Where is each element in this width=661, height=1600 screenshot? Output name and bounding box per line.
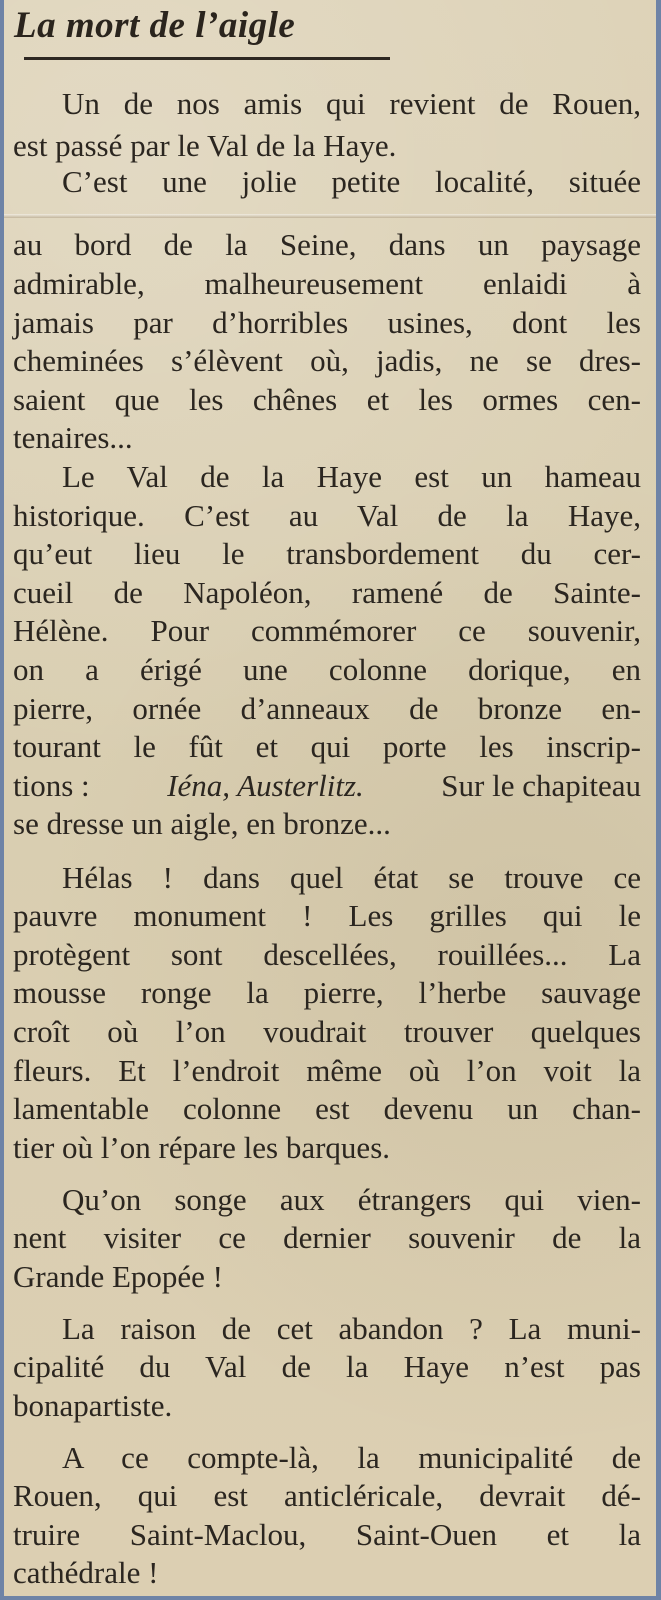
text-line: jamais par d’horribles usines, dont les [13,305,641,340]
text-line: C’est une jolie petite localité, située [62,164,641,199]
text-line: Grande Epopée ! [13,1259,224,1294]
text-line: bonapartiste. [13,1388,173,1423]
text-line: lamentable colonne est devenu un chan- [13,1091,641,1126]
text-line: cipalité du Val de la Haye n’est pas [13,1349,641,1384]
text-line-mixed [13,767,641,805]
text-line: qu’eut lieu le transbordement du cer- [13,536,641,571]
text-line: Hélène. Pour commémorer ce souvenir, [13,613,641,648]
title-underline [24,57,390,60]
text-line: cheminées s’élèvent où, jadis, ne se dres- [13,343,641,378]
text-line: tier où l’on répare les barques. [13,1130,391,1165]
text-line: on a érigé une colonne dorique, en [13,652,641,687]
text-line: tenaires... [13,420,133,455]
text-line: nent visiter ce dernier souvenir de la [13,1220,641,1255]
inscription-text: Iéna, Austerlitz. [167,768,364,803]
text-line: croît où l’on voudrait trouver quelques [13,1014,641,1049]
text-line: cueil de Napoléon, ramené de Sainte- [13,575,641,610]
text-fragment: tions : [13,768,90,803]
text-line: A ce compte-là, la municipalité de [62,1440,641,1475]
text-line: admirable, malheureusement enlaidi à [13,266,641,301]
text-line: pierre, ornée d’anneaux de bronze en- [13,691,641,726]
text-line: fleurs. Et l’endroit même où l’on voit la [13,1053,641,1088]
text-line: tourant le fût et qui porte les inscrip- [13,729,641,764]
text-line: Le Val de la Haye est un hameau [62,459,641,494]
newspaper-clipping [4,0,656,1596]
text-line: Rouen, qui est anticléricale, devrait dé- [13,1478,641,1513]
text-line: Un de nos amis qui revient de Rouen, [62,86,641,121]
text-line: saient que les chênes et les ormes cen- [13,382,641,417]
text-line: Hélas ! dans quel état se trouve ce [62,860,641,895]
text-line: cathédrale ! [13,1555,159,1590]
text-line: pauvre monument ! Les grilles qui le [13,898,641,933]
text-line: truire Saint-Maclou, Saint-Ouen et la [13,1517,641,1552]
text-line: Qu’on songe aux étrangers qui vien- [62,1182,641,1217]
paper-fold [4,214,656,218]
text-line: protègent sont descellées, rouillées... La [13,937,641,972]
text-line: mousse ronge la pierre, l’herbe sauvage [13,975,641,1010]
text-line: historique. C’est au Val de la Haye, [13,498,641,533]
text-line: se dresse un aigle, en bronze... [13,806,391,841]
article-title: La mort de l’aigle [14,5,296,46]
text-line: au bord de la Seine, dans un paysage [13,227,641,262]
text-line: La raison de cet abandon ? La muni- [62,1311,641,1346]
text-line: est passé par le Val de la Haye. [13,128,397,163]
text-fragment: Sur le chapiteau [441,768,641,803]
